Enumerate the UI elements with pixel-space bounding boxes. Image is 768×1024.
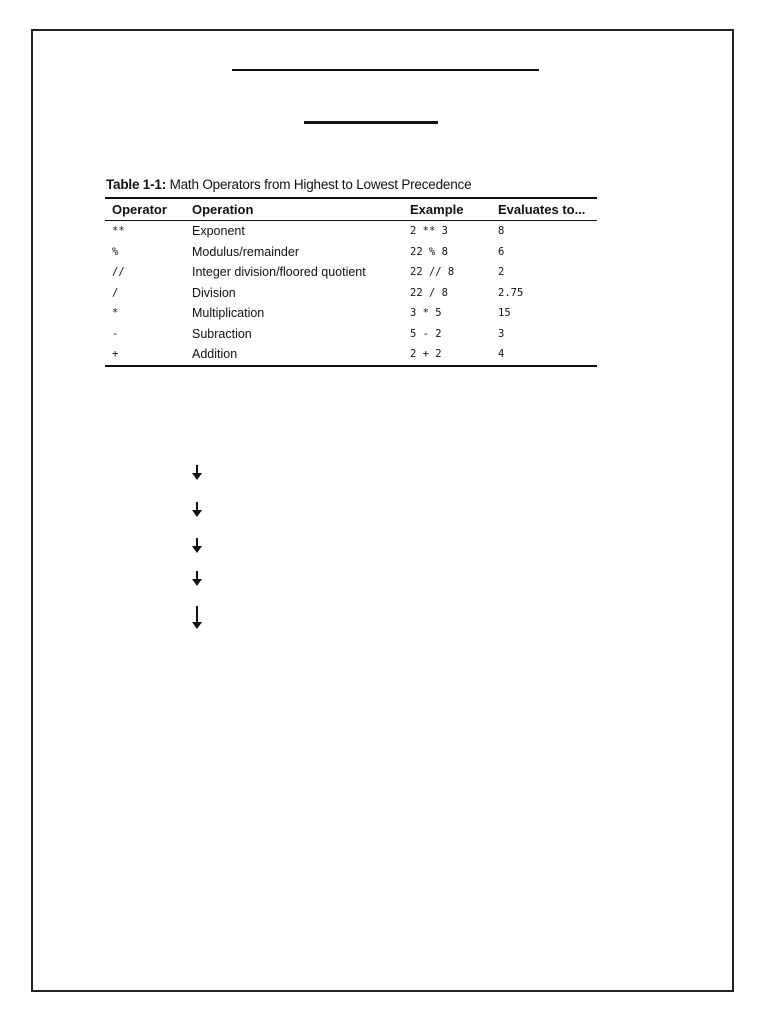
- table-row: [105, 262, 597, 283]
- cell-operation: Modulus/remainder: [192, 244, 299, 259]
- precedence-table-block: [105, 177, 597, 367]
- cell-operation: Subraction: [192, 326, 252, 341]
- cell-example: 5 - 2: [410, 327, 442, 340]
- cell-result: 3: [498, 327, 505, 340]
- cell-example: 3 * 5: [410, 307, 442, 320]
- header-evaluates: Evaluates to...: [491, 198, 597, 221]
- cell-example: 22 / 8: [410, 286, 448, 299]
- cell-result: 2: [498, 266, 505, 279]
- precedence-table: [105, 197, 597, 367]
- cell-example: 22 // 8: [410, 266, 455, 279]
- cell-operator: /: [112, 286, 119, 299]
- page-frame: [31, 29, 734, 992]
- down-arrow-icon: [192, 538, 202, 553]
- table-row: [105, 303, 597, 324]
- down-arrow-icon: [192, 502, 202, 517]
- table-row: [105, 283, 597, 304]
- table-row: [105, 242, 597, 263]
- cell-result: 6: [498, 245, 505, 258]
- table-caption-label: Table 1-1:: [106, 177, 167, 192]
- title-rule: [232, 69, 539, 71]
- subtitle-rule: [304, 121, 438, 124]
- cell-operator: **: [112, 225, 125, 238]
- header-operation: Operation: [185, 198, 403, 221]
- cell-result: 15: [498, 307, 511, 320]
- cell-operation: Exponent: [192, 224, 245, 239]
- down-arrow-icon: [192, 571, 202, 586]
- down-arrow-icon: [192, 606, 202, 629]
- cell-example: 22 % 8: [410, 245, 448, 258]
- cell-result: 8: [498, 225, 505, 238]
- cell-operator: +: [112, 348, 119, 361]
- down-arrow-icon: [192, 465, 202, 480]
- cell-example: 2 ** 3: [410, 225, 448, 238]
- cell-operation: Integer division/floored quotient: [192, 265, 366, 280]
- cell-operator: *: [112, 307, 119, 320]
- header-operator: Operator: [105, 198, 185, 221]
- cell-operator: -: [112, 327, 119, 340]
- table-row: [105, 324, 597, 345]
- cell-operation: Multiplication: [192, 306, 265, 321]
- cell-operation: Addition: [192, 347, 238, 362]
- table-body: [105, 221, 597, 366]
- cell-result: 4: [498, 348, 505, 361]
- cell-operator: //: [112, 266, 125, 279]
- table-header-row: [105, 198, 597, 221]
- header-example: Example: [403, 198, 491, 221]
- table-row: [105, 344, 597, 366]
- cell-example: 2 + 2: [410, 348, 442, 361]
- cell-operation: Division: [192, 285, 236, 300]
- table-caption: [106, 177, 597, 192]
- table-caption-text: Math Operators from Highest to Lowest Precedence: [166, 177, 472, 192]
- cell-operator: %: [112, 245, 119, 258]
- table-row: [105, 221, 597, 242]
- cell-result: 2.75: [498, 286, 524, 299]
